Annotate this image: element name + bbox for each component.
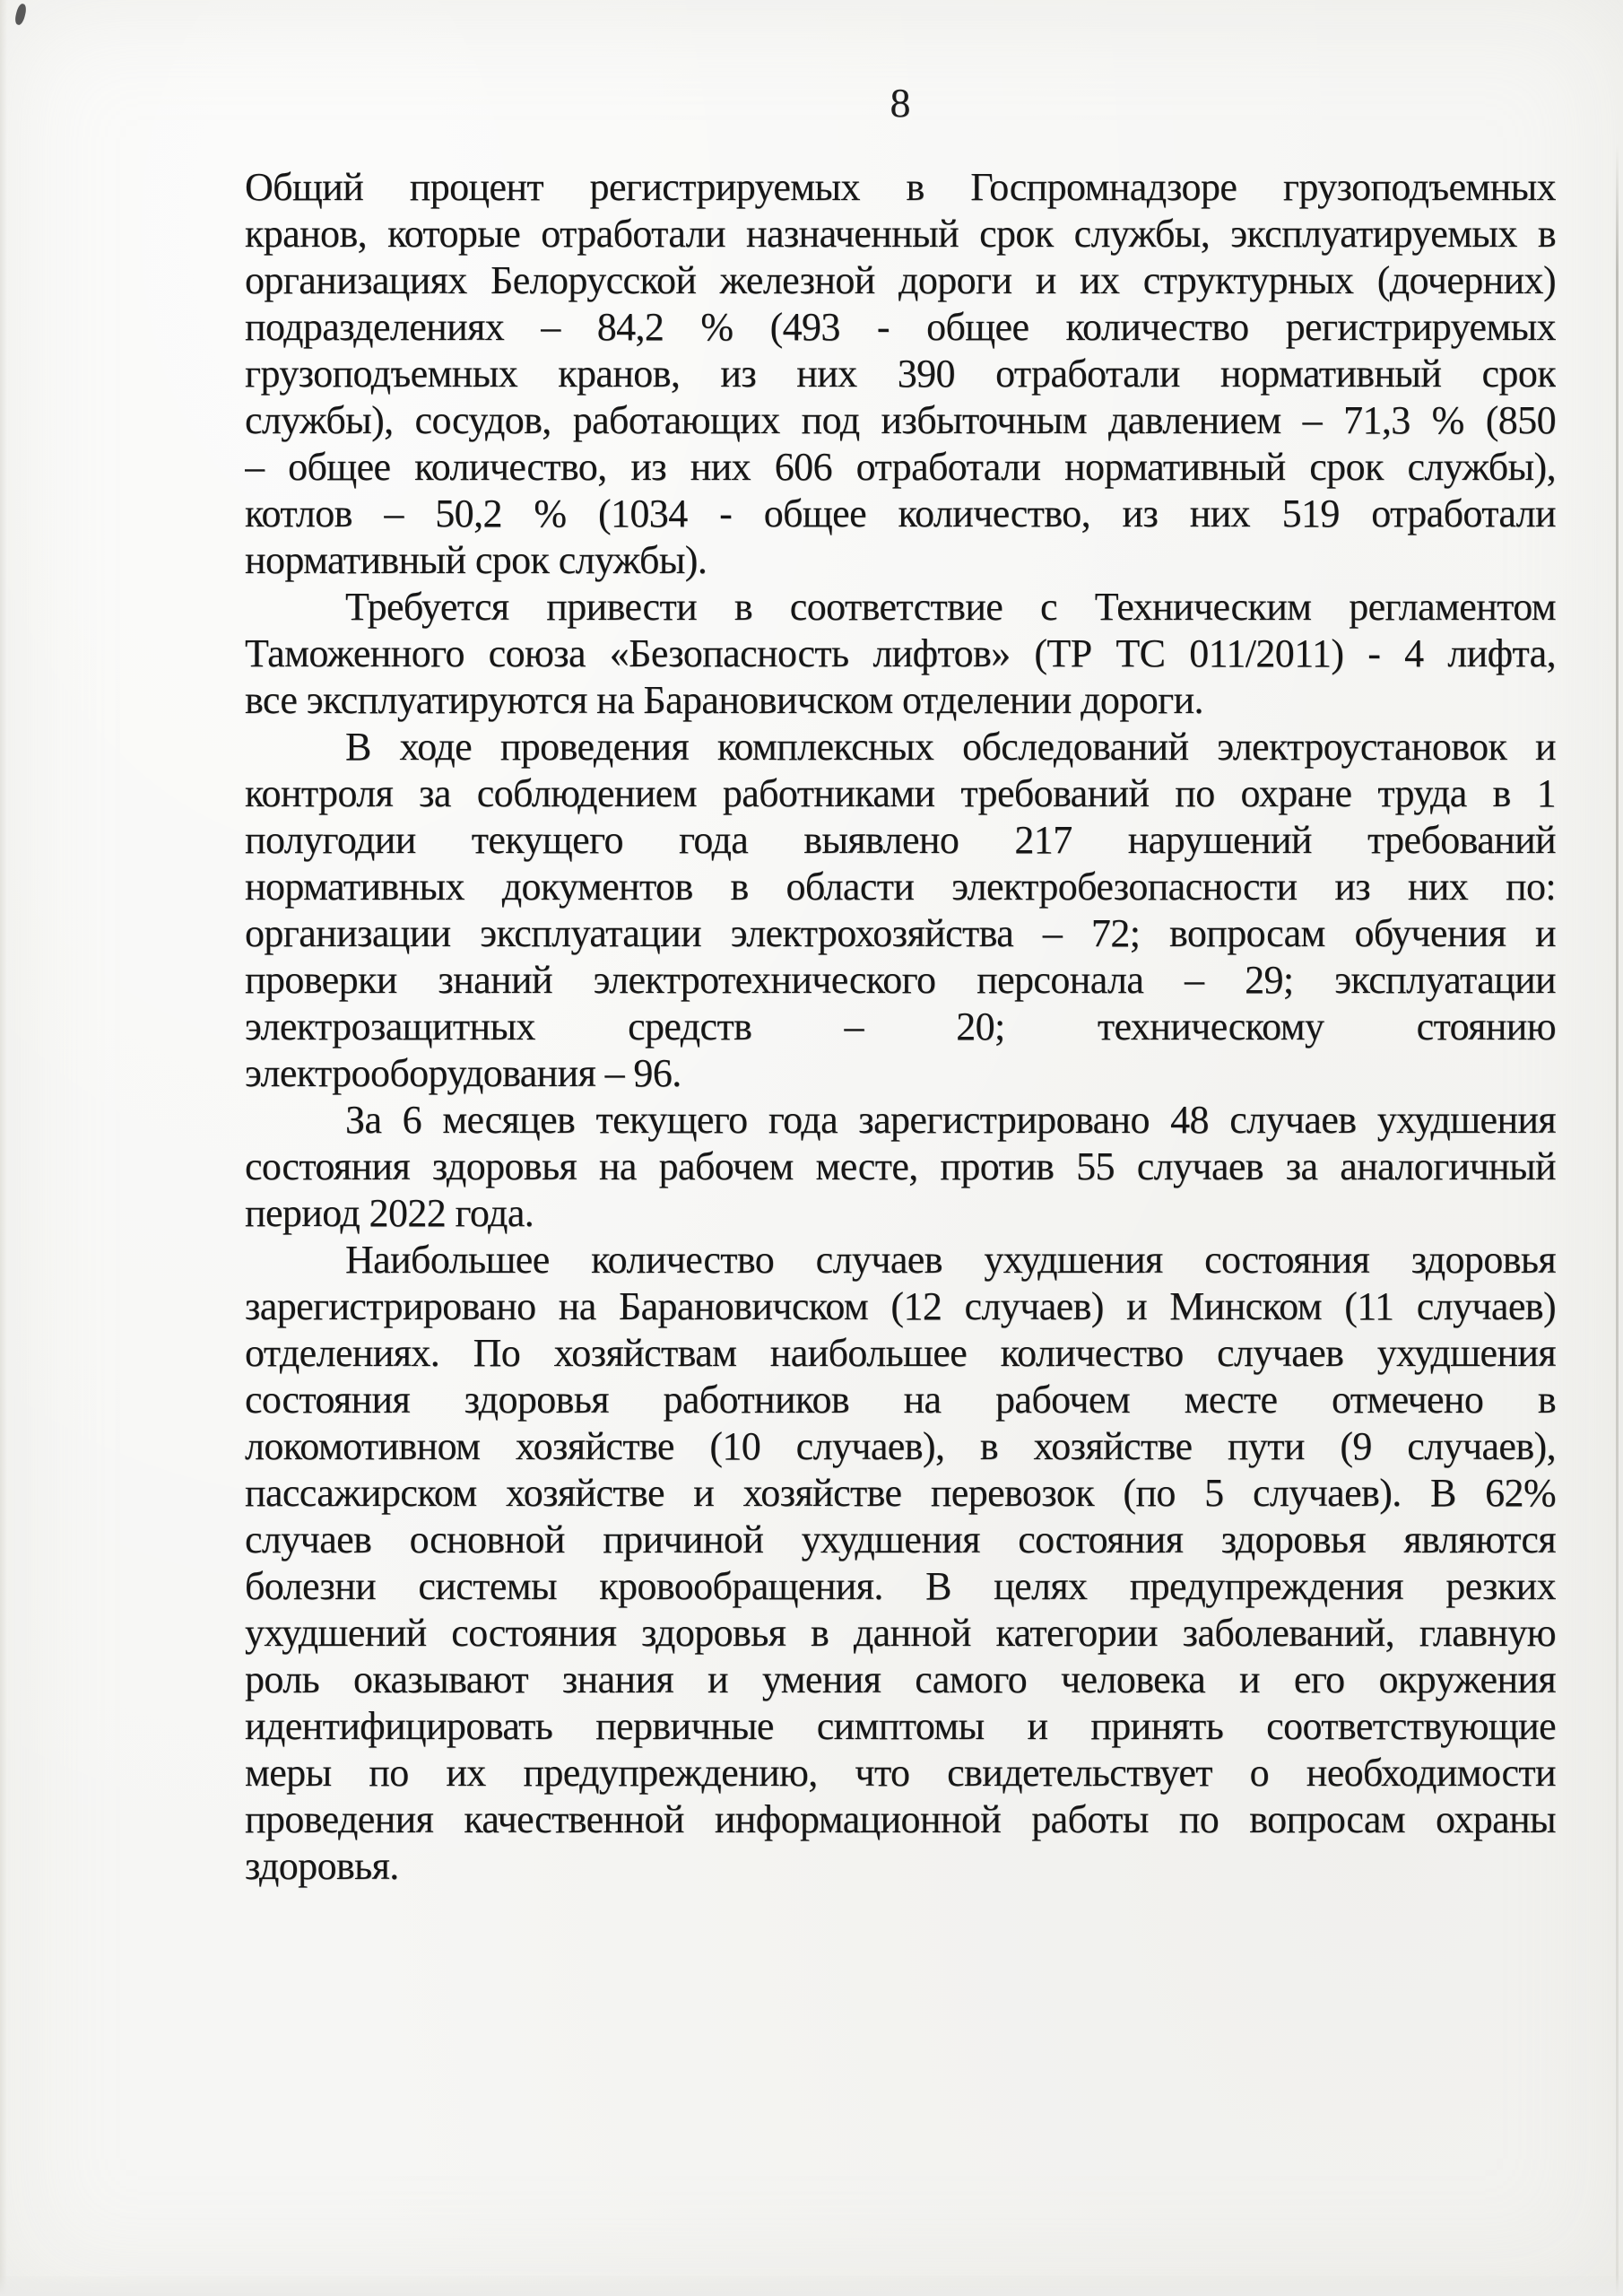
text-line: полугодии текущего года выявлено 217 нарушений требований: [245, 818, 1556, 862]
text-line: отделениях. По хозяйствам наибольшее количество случаев ухудшения: [245, 1331, 1556, 1375]
text-line: За 6 месяцев текущего года зарегистрировано 48 случаев ухудшения: [345, 1098, 1556, 1142]
text-line: период 2022 года.: [245, 1191, 534, 1235]
text-line: ухудшений состояния здоровья в данной категории заболеваний, главную: [245, 1611, 1556, 1655]
text-line: В ходе проведения комплексных обследований электроустановок и: [345, 725, 1556, 769]
text-line: котлов – 50,2 % (1034 - общее количество, из них 519 отработали: [245, 491, 1556, 535]
text-line: Таможенного союза «Безопасность лифтов» (ТР ТС 011/2011) - 4 лифта,: [245, 631, 1556, 675]
text-line: здоровья.: [245, 1844, 399, 1888]
text-line: службы), сосудов, работающих под избыточным давлением – 71,3 % (850: [245, 398, 1556, 442]
text-line: болезни системы кровообращения. В целях предупреждения резких: [245, 1564, 1556, 1608]
text-line: состояния здоровья работников на рабочем месте отмечено в: [245, 1378, 1556, 1422]
text-line: состояния здоровья на рабочем месте, против 55 случаев за аналогичный: [245, 1144, 1556, 1188]
text-line: случаев основной причиной ухудшения состояния здоровья являются: [245, 1518, 1556, 1561]
text-line: пассажирском хозяйстве и хозяйстве перевозок (по 5 случаев). В 62%: [245, 1471, 1556, 1515]
paragraph: [245, 164, 1556, 584]
text-line: меры по их предупреждению, что свидетельствует о необходимости: [245, 1751, 1556, 1795]
text-line: Наибольшее количество случаев ухудшения состояния здоровья: [345, 1238, 1556, 1282]
text-line: подразделениях – 84,2 % (493 - общее количество регистрируемых: [245, 305, 1556, 349]
text-line: организациях Белорусской железной дороги и их структурных (дочерних): [245, 258, 1556, 302]
paragraph: [245, 584, 1556, 724]
scan-bottom-band: [0, 2276, 1623, 2296]
text-line: роль оказывают знания и умения самого человека и его окружения: [245, 1657, 1556, 1701]
paragraph: [245, 724, 1556, 1097]
text-line: проведения качественной информационной работы по вопросам охраны: [245, 1797, 1556, 1841]
text-line: идентифицировать первичные симптомы и принять соответствующие: [245, 1704, 1556, 1748]
page-number: 8: [890, 80, 911, 126]
paragraph: [245, 1097, 1556, 1237]
text-line: организации эксплуатации электрохозяйства – 72; вопросам обучения и: [245, 911, 1556, 955]
text-line: все эксплуатируются на Барановичском отделении дороги.: [245, 678, 1203, 722]
paragraph: [245, 1237, 1556, 1890]
text-line: нормативных документов в области электробезопасности из них по:: [245, 865, 1556, 909]
text-line: – общее количество, из них 606 отработали нормативный срок службы),: [245, 445, 1556, 489]
scan-left-edge-shade: [0, 0, 7, 2296]
text-line: электрозащитных средств – 20; техническому стоянию: [245, 1004, 1556, 1048]
text-line: Общий процент регистрируемых в Госпромнадзоре грузоподъемных: [245, 165, 1556, 209]
text-line: электрооборудования – 96.: [245, 1051, 681, 1095]
text-line: нормативный срок службы).: [245, 538, 707, 582]
scan-right-edge-line: [1616, 144, 1619, 2296]
text-line: зарегистрировано на Барановичском (12 случаев) и Минском (11 случаев): [245, 1284, 1556, 1328]
text-line: грузоподъемных кранов, из них 390 отработали нормативный срок: [245, 352, 1556, 396]
text-line: кранов, которые отработали назначенный срок службы, эксплуатируемых в: [245, 212, 1556, 256]
text-line: Требуется привести в соответствие с Техническим регламентом: [345, 585, 1556, 629]
document-body: [245, 164, 1556, 1890]
text-line: проверки знаний электротехнического персонала – 29; эксплуатации: [245, 958, 1556, 1002]
text-line: локомотивном хозяйстве (10 случаев), в хозяйстве пути (9 случаев),: [245, 1424, 1556, 1468]
text-line: контроля за соблюдением работниками требований по охране труда в 1: [245, 771, 1556, 815]
scan-speck-artifact: [13, 3, 28, 26]
